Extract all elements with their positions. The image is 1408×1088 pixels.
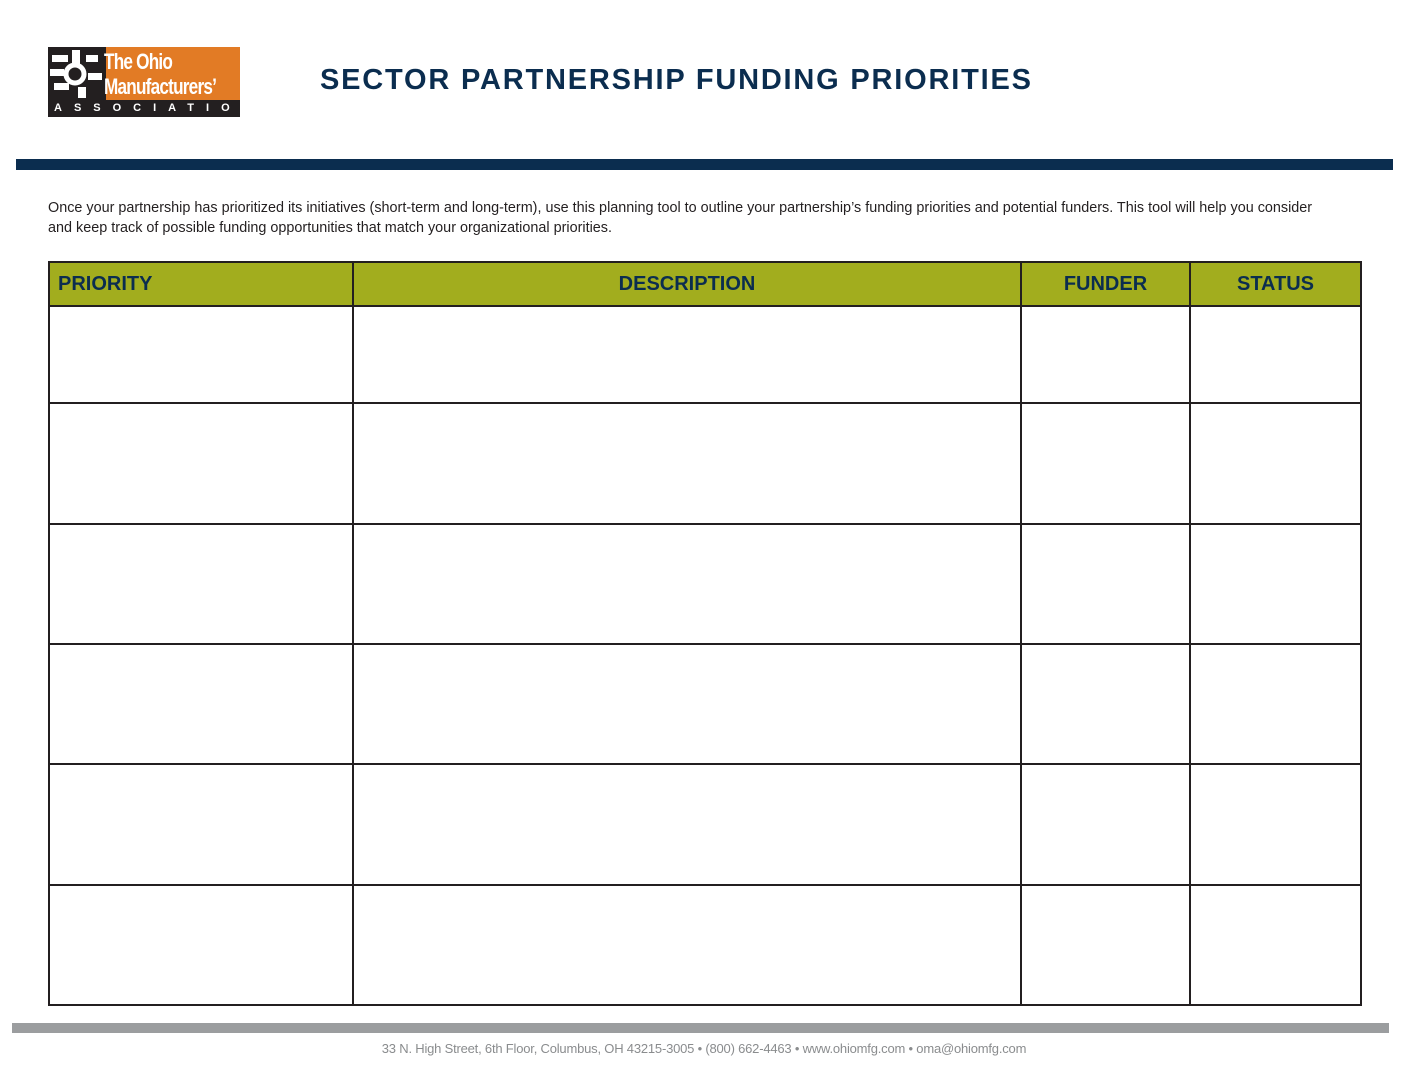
priority-cell[interactable] (49, 644, 353, 764)
description-cell[interactable] (353, 403, 1021, 523)
footer-divider (12, 1023, 1389, 1033)
status-cell[interactable] (1190, 306, 1361, 403)
description-cell[interactable] (353, 885, 1021, 1005)
intro-paragraph: Once your partnership has prioritized its initiatives (short-term and long-term), use this planning tool to outline your partnership’s funding priorities and potential funders. This tool will help you consider and keep track of possible funding opportunities that match your organizational priorities. (48, 200, 1313, 236)
table-row (49, 885, 1361, 1005)
table-row (49, 403, 1361, 523)
funder-cell[interactable] (1021, 524, 1190, 644)
funder-cell[interactable] (1021, 403, 1190, 523)
priority-cell[interactable] (49, 403, 353, 523)
footer-contact: 33 N. High Street, 6th Floor, Columbus, OH 43215-3005 • (800) 662-4463 • www.ohiomfg.com • oma@ohiomfg.com (381, 1041, 1027, 1056)
oma-logo (48, 47, 262, 117)
logo-line-2: Manufacturers’ (104, 74, 217, 99)
logo-line-1: The Ohio (104, 49, 173, 74)
description-cell[interactable] (353, 764, 1021, 884)
table-header-row (49, 262, 1361, 306)
page-title: SECTOR PARTNERSHIP FUNDING PRIORITIES (320, 64, 1033, 96)
funding-priorities-table (48, 261, 1362, 1006)
header-divider (16, 159, 1393, 170)
status-cell[interactable] (1190, 403, 1361, 523)
funder-cell[interactable] (1021, 644, 1190, 764)
logo-association-text: ASSOCIATION (54, 102, 262, 114)
table-row (49, 644, 1361, 764)
status-cell[interactable] (1190, 885, 1361, 1005)
table-row (49, 764, 1361, 884)
priority-cell[interactable] (49, 524, 353, 644)
table-row (49, 524, 1361, 644)
status-cell[interactable] (1190, 524, 1361, 644)
priority-cell[interactable] (49, 764, 353, 884)
funder-cell[interactable] (1021, 764, 1190, 884)
description-cell[interactable] (353, 524, 1021, 644)
status-cell[interactable] (1190, 764, 1361, 884)
header-status: STATUS (1190, 262, 1361, 306)
gear-icon (48, 47, 106, 100)
priority-cell[interactable] (49, 306, 353, 403)
funder-cell[interactable] (1021, 306, 1190, 403)
priority-cell[interactable] (49, 885, 353, 1005)
description-cell[interactable] (353, 306, 1021, 403)
header-funder: FUNDER (1021, 262, 1190, 306)
status-cell[interactable] (1190, 644, 1361, 764)
table-row (49, 306, 1361, 403)
header-priority: PRIORITY (49, 262, 353, 306)
header-description: DESCRIPTION (353, 262, 1021, 306)
funder-cell[interactable] (1021, 885, 1190, 1005)
description-cell[interactable] (353, 644, 1021, 764)
